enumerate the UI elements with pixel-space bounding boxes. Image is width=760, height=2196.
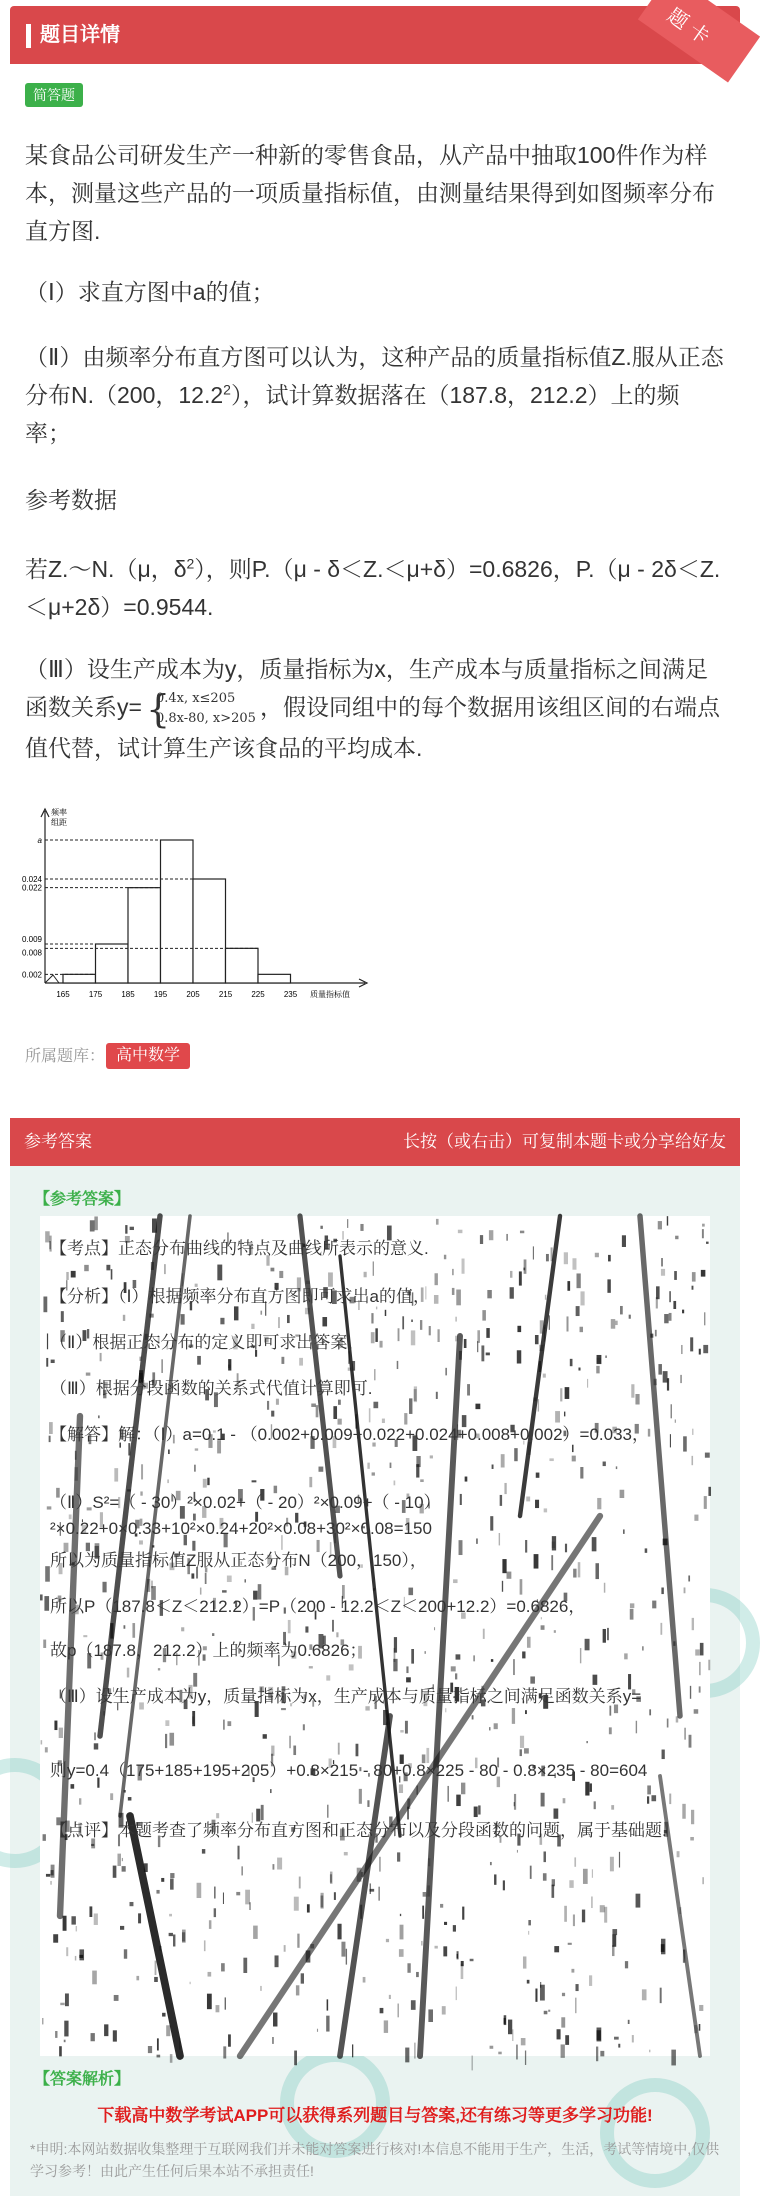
answer-line: （Ⅲ）设生产成本为y，质量指标为x，生产成本与质量指标之间满足函数关系y= (50, 1687, 642, 1706)
answer-line: 所以为质量指标值Z服从正态分布N（200，150）， (50, 1551, 427, 1570)
axis-break (45, 975, 59, 983)
histogram-bar (193, 879, 226, 983)
page-title: 题目详情 (40, 24, 120, 46)
x-tick-label: 195 (153, 990, 168, 999)
piecewise-brace: { (145, 686, 171, 731)
histogram-bar (226, 948, 259, 983)
histogram-bar (96, 944, 129, 983)
question-part-2-superscript: 2 (223, 381, 231, 398)
ribbon-label: 题卡 (662, 4, 719, 53)
x-tick-label: 185 (121, 990, 135, 999)
reference-data-text-b: ），则P.（μ - δ＜Z.＜μ+δ）=0.6826，P.（μ - 2δ＜Z.＜μ+2δ）=0.9544. (25, 556, 721, 620)
histogram-bar (161, 840, 194, 983)
y-tick-label: 0.008 (21, 948, 42, 958)
reference-data-text-a: 若Z.～N.（μ，δ (25, 556, 187, 582)
x-tick-label: 235 (283, 990, 298, 999)
question-intro: 某食品公司研发生产一种新的零售食品，从产品中抽取100件作为样本，测量这些产品的一项质量指标值，由测量结果得到如图频率分布直方图. (25, 142, 715, 244)
x-tick-label: 165 (56, 990, 70, 999)
reference-data-text (25, 550, 725, 626)
histogram-bar (128, 888, 161, 983)
piecewise-case-2: 0.8x-80, x>205 (155, 710, 256, 726)
answer-line: 【解答】解：（Ⅰ）a=0.1 - （0.002+0.009+0.022+0.024+0.008+0.002）=0.033， (50, 1425, 649, 1444)
question-part-2-text-a: （Ⅱ）由频率分布直方图可以认为，这种产品的质量指标值Z.服从正态分布N.（200，12.2 (25, 344, 724, 408)
answer-line: 【点评】本题考查了频率分布直方图和正态分布以及分段函数的问题，属于基础题. (50, 1821, 667, 1840)
answer-line: 所以P（187.8＜Z＜212.2）=P（200 - 12.2＜Z＜200+12.2）=0.6826， (50, 1597, 586, 1616)
question-part-3-text-a: （Ⅲ）设生产成本为y，质量指标为x，生产成本与质量指标之间满足函数关系y= (25, 656, 708, 720)
reference-data-heading: 参考数据 (25, 487, 117, 513)
question-part-2 (25, 338, 725, 452)
histogram-bar (63, 974, 96, 983)
answer-line: （Ⅱ）S²=（ - 30）²×0.02+（ - 20）²×0.09+（ - 10）²×0.22+0×0.33+10²×0.24+20²×0.08+30²×0.08=150 (50, 1493, 441, 1538)
card-header (10, 6, 740, 64)
question-bank-label: 所属题库： (25, 1048, 106, 1065)
answer-line: 则y=0.4（175+185+195+205）+0.8×215 - 80+0.8×225 - 80 - 0.8×235 - 80=604 (50, 1761, 648, 1780)
question-part-1: （Ⅰ）求直方图中a的值； (25, 279, 275, 305)
x-tick-label: 215 (218, 990, 233, 999)
y-tick-label: a (37, 836, 42, 845)
y-axis-label-bottom: 组距 (51, 818, 67, 827)
answer-line: （Ⅱ）根据正态分布的定义即可求出答案， (50, 1333, 365, 1352)
disclaimer-text: *申明:本网站数据收集整理于互联网我们并未能对答案进行核对!本信息不能用于生产，生活，考试等情境中,仅供学习参考！由此产生任何后果本站不承担责任! (30, 2141, 720, 2179)
y-tick-label: 0.024 (21, 875, 42, 884)
share-hint[interactable]: 长按（或右击）可复制本题卡或分享给好友 (403, 1132, 726, 1151)
analysis-heading: 【答案解析】 (34, 2071, 131, 2088)
question-part-3-text-b: ，假设同组中的每个数据用该组区间的右端点值代替，试计算生产该食品的平均成本. (25, 694, 720, 761)
x-tick-label: 175 (88, 990, 103, 999)
answer-header-title: 参考答案 (24, 1132, 92, 1151)
y-tick-label: 0.022 (21, 883, 42, 893)
header-accent-bar (26, 24, 31, 48)
histogram-bar (258, 974, 291, 983)
x-tick-label: 205 (186, 990, 200, 999)
y-tick-label: 0.009 (21, 935, 42, 944)
reference-data-superscript: 2 (186, 555, 195, 572)
answer-line: 故p（187.8，212.2）上的频率为0.6826； (50, 1641, 367, 1660)
answer-heading: 【参考答案】 (34, 1191, 131, 1208)
y-axis-label-top: 频率 (51, 808, 67, 817)
answer-section (10, 1118, 740, 2196)
answer-line: 【分析】（Ⅰ）根据频率分布直方图即可求出a的值， (50, 1287, 430, 1306)
question-part-3 (25, 650, 725, 767)
x-tick-label: 225 (251, 990, 265, 999)
question-type-badge: 简答题 (25, 83, 83, 107)
answer-header (10, 1118, 740, 1166)
y-tick-label: 0.002 (21, 970, 42, 980)
answer-line: （Ⅲ）根据分段函数的关系式代值计算即可. (50, 1379, 373, 1398)
app-download-promo[interactable]: 下载高中数学考试APP可以获得系列题目与答案,还有练习等更多学习功能! (97, 2106, 653, 2125)
answer-line: 【考点】正态分布曲线的特点及曲线所表示的意义. (50, 1239, 429, 1258)
piecewise-case-1: 0.4x, x≤205 (155, 690, 236, 706)
piecewise-function (145, 686, 256, 731)
x-axis-label: 质量指标值 (310, 990, 350, 999)
frequency-histogram (21, 805, 370, 1005)
question-bank-tag[interactable]: 高中数学 (106, 1043, 190, 1069)
question-part-2-text-b: ），试计算数据落在（187.8，212.2）上的频率； (25, 382, 680, 446)
corner-ribbon (630, 6, 740, 70)
